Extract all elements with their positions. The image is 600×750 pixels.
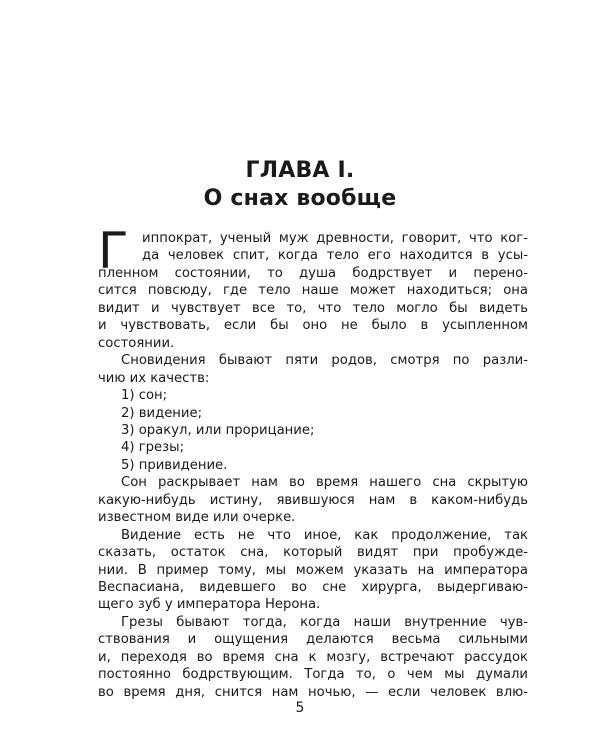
chapter-number: ГЛАВА I. [245,158,355,183]
text-line: постоянно бодрствующим. Тогда то, о чем мы думали [98,667,528,683]
text-line: чию их качеств: [98,370,210,386]
text-line: иппократ, ученый муж древности, говорит, что ког- [142,231,528,246]
text-line: во время дня, снится нам ночью, — если человек влю- [98,684,528,700]
text-line: и, переходя во время сна к мозгу, встречают рассудок [98,649,528,665]
text-line: ствования и ощущения делаются весьма сильными [98,632,528,648]
page-number: 5 [295,700,305,716]
text-line: да человек спит, когда тело его находится в усы- [142,248,528,264]
text-line: пленном состоянии, то душа бодрствует и перено- [98,265,528,281]
text-line: сказать, остаток сна, который видят при пробужде- [98,545,528,561]
list-item: 2) видение; [121,405,203,421]
list-item: 4) грезы; [121,440,185,456]
text-line: Видение есть не что иное, как продолжение, так [121,527,528,543]
text-line: щего зуб у императора Нерона. [98,597,321,613]
text-line: Веспасиана, видевшего во сне хирурга, выдергиваю- [98,580,528,595]
text-line: Грезы бывают тогда, когда наши внутренние чув- [121,614,528,630]
list-item: 1) сон; [121,388,168,404]
chapter-title: О снах вообще [203,186,397,211]
text-line: Сновидения бывают пяти родов, смотря по разли- [121,353,528,369]
list-item: 5) привидение. [121,457,228,473]
drop-cap: Г [98,222,129,280]
text-line: и чувствовать, если бы оно не было в усыпленном [98,318,528,334]
text-line: Сон раскрывает нам во время нашего сна скрытую [121,475,528,491]
text-line: сится повсюду, где тело наше может находиться; она [98,283,528,299]
text-line: состоянии. [98,335,175,351]
list-item: 3) оракул, или прорицание; [121,422,315,438]
text-line: видит и чувствует все то, что тело могло бы видеть [98,300,528,316]
text-line: известном виде или очерке. [98,510,296,526]
text-line: какую-нибудь истину, явившуюся нам в каком-нибудь [98,492,528,508]
text-line: нии. В пример тому, мы можем указать на императора [98,562,528,578]
